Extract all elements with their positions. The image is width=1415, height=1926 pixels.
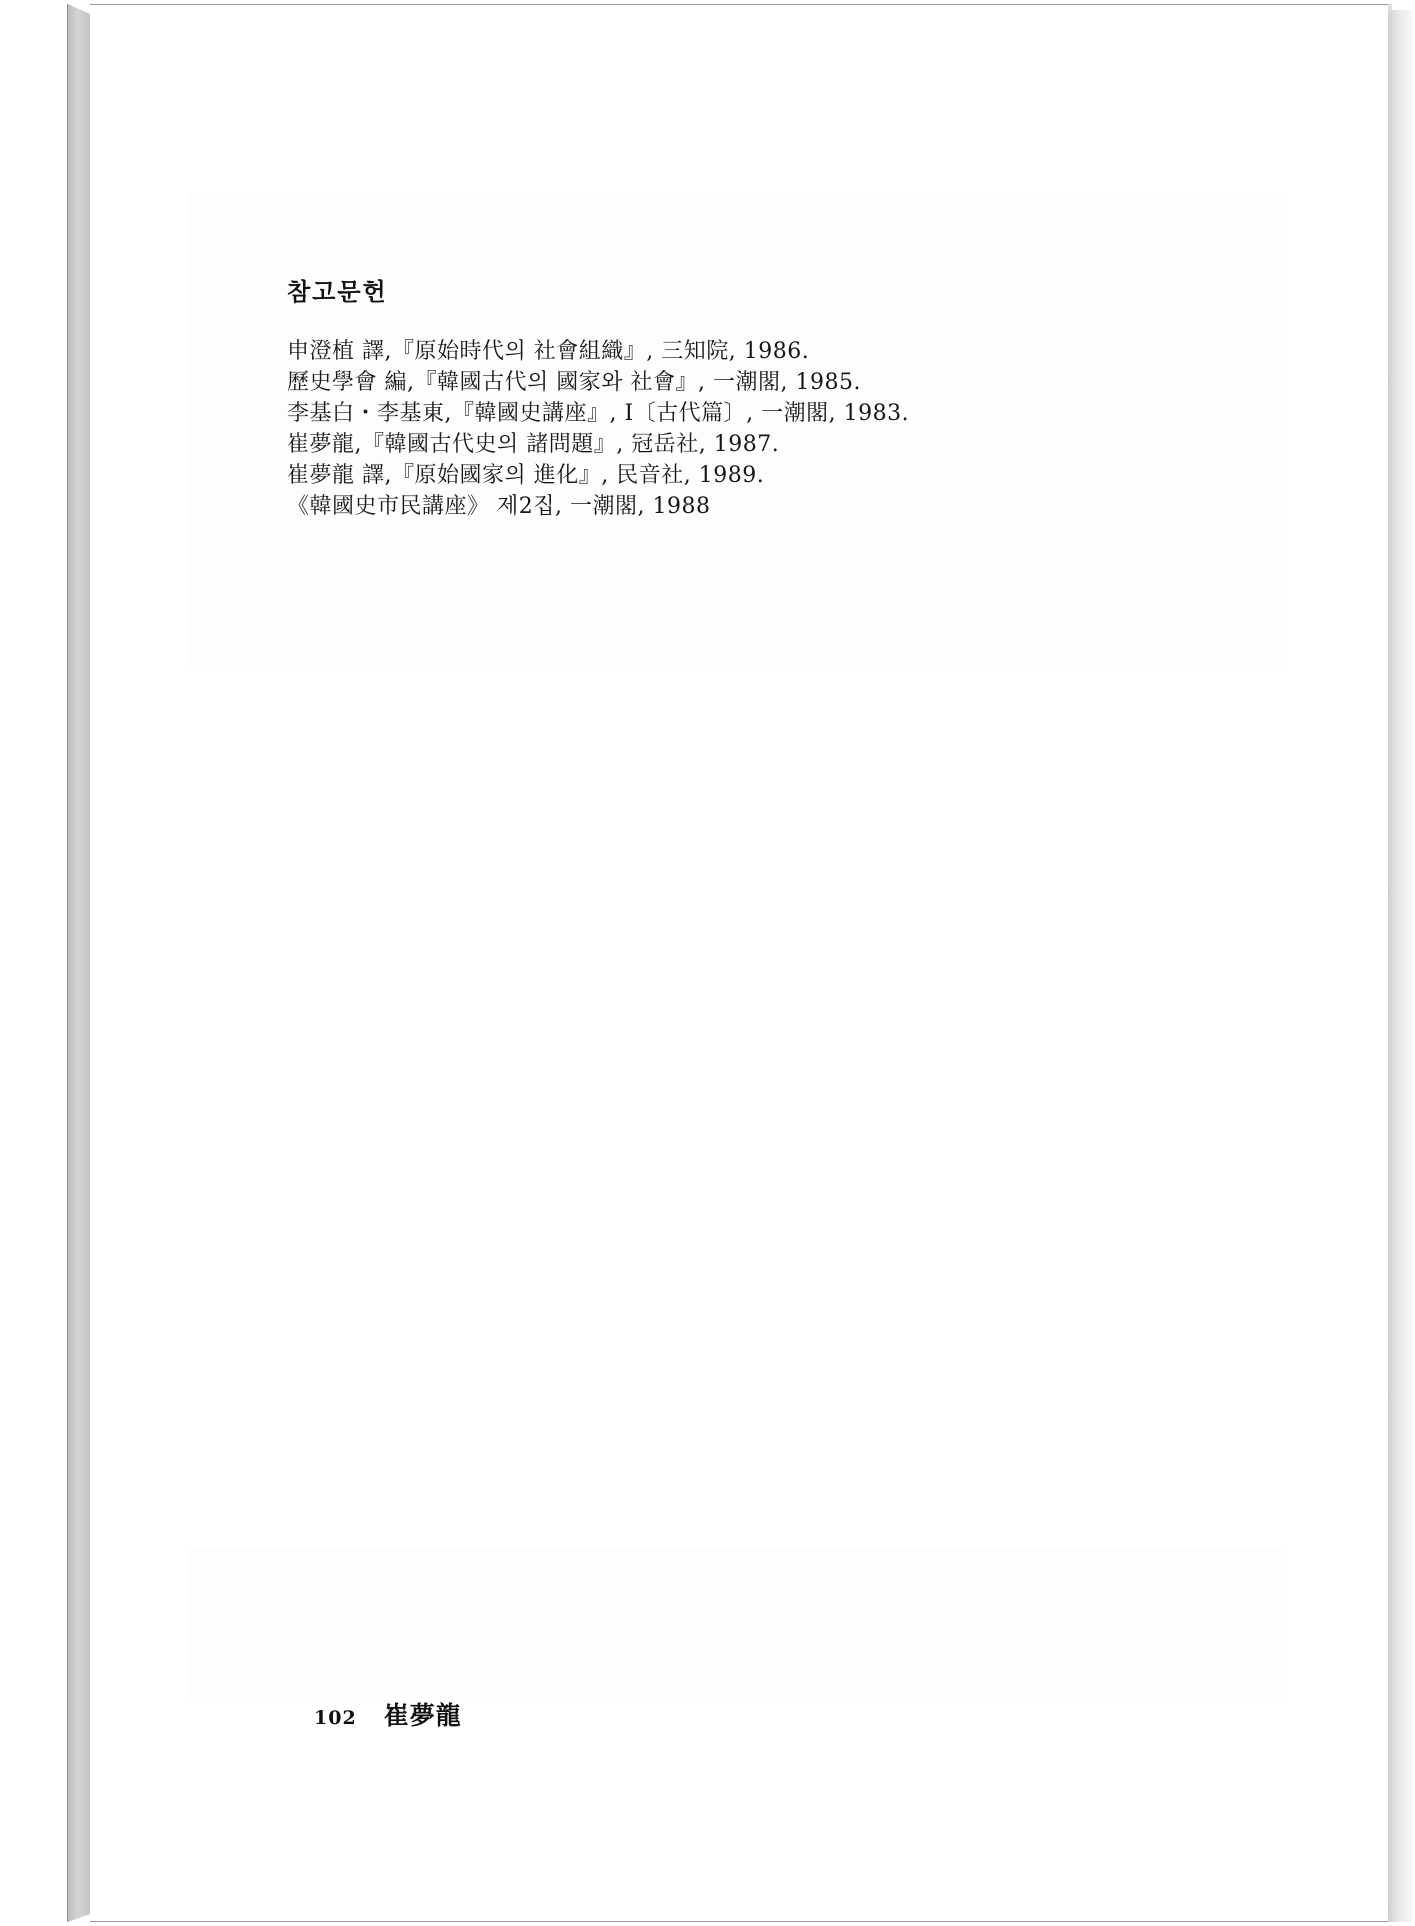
book-spine-edge	[68, 4, 90, 1922]
reference-item: 崔夢龍 譯,『原始國家의 進化』, 民音社, 1989.	[287, 463, 765, 488]
reference-item: 崔夢龍,『韓國古代史의 諸問題』, 冠岳社, 1987.	[287, 432, 780, 457]
page-footer	[314, 1696, 462, 1732]
reference-item: 申澄植 譯,『原始時代의 社會組織』, 三知院, 1986.	[287, 339, 810, 364]
scan-area-bottom	[188, 1548, 1286, 1698]
page-number: 102	[314, 1707, 357, 1729]
running-head-author: 崔夢龍	[383, 1701, 462, 1730]
page-shadow	[1388, 10, 1412, 1922]
reference-list	[287, 336, 1187, 522]
book-edge-line	[67, 4, 68, 1922]
reference-item: 歷史學會 編,『韓國古代의 國家와 社會』, 一潮閣, 1985.	[287, 370, 861, 395]
reference-item: 李基白・李基東,『韓國史講座』, Ⅰ〔古代篇〕, 一潮閣, 1983.	[287, 401, 910, 426]
references-heading: 참고문헌	[287, 278, 388, 306]
reference-item: 《韓國史市民講座》 제2집, 一潮閣, 1988	[287, 494, 711, 519]
